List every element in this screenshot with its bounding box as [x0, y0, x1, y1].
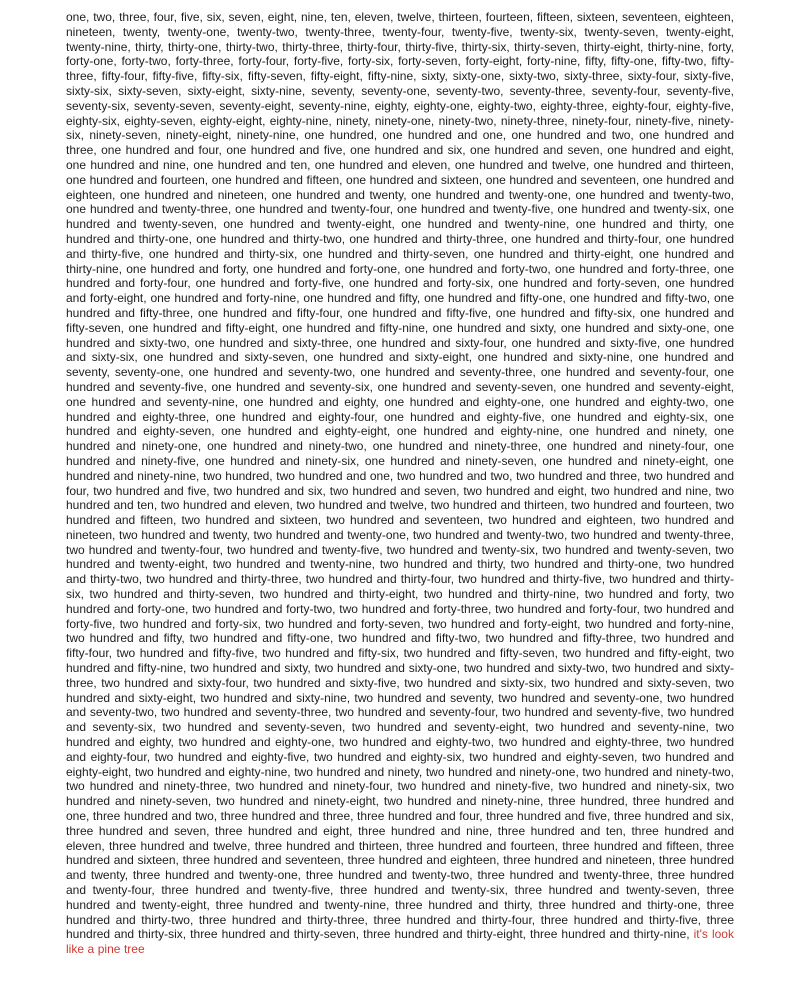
- number-words-text: one, two, three, four, five, six, seven, eight, nine, ten, eleven, twelve, thirteen, fourteen, fifteen, sixteen, seventeen, eighteen, nineteen, twenty, twenty-one, twenty-two, twenty-three, twenty-four, twenty-five, twenty-six, twenty-seven, twenty-eight, twenty-nine, thirty, thirty-one, thirty-two, thirty-three, thirty-four, thirty-five, thirty-six, thirty-seven, thirty-eight, thirty-nine, forty, forty-one, forty-two, forty-three, forty-four, forty-five, forty-six, forty-seven, forty-eight, forty-nine, fifty, fifty-one, fifty-two, fifty-three, fifty-four, fifty-five, fifty-six, fifty-seven, fifty-eight, fifty-nine, sixty, sixty-one, sixty-two, sixty-three, sixty-four, sixty-five, sixty-six, sixty-seven, sixty-eight, sixty-nine, seventy, seventy-one, seventy-two, seventy-three, seventy-four, seventy-five, seventy-six, seventy-seven, seventy-eight, seventy-nine, eighty, eighty-one, eighty-two, eighty-three, eighty-four, eighty-five, eighty-six, eighty-seven, eighty-eight, eighty-nine, ninety, ninety-one, ninety-two, ninety-three, ninety-four, ninety-five, ninety-six, ninety-seven, ninety-eight, ninety-nine, one hundred, one hundred and one, one hundred and two, one hundred and three, one hundred and four, one hundred and five, one hundred and six, one hundred and seven, one hundred and eight, one hundred and nine, one hundred and ten, one hundred and eleven, one hundred and twelve, one hundred and thirteen, one hundred and fourteen, one hundred and fifteen, one hundred and sixteen, one hundred and seventeen, one hundred and eighteen, one hundred and nineteen, one hundred and twenty, one hundred and twenty-one, one hundred and twenty-two, one hundred and twenty-three, one hundred and twenty-four, one hundred and twenty-five, one hundred and twenty-six, one hundred and twenty-seven, one hundred and twenty-eight, one hundred and twenty-nine, one hundred and thirty, one hundred and thirty-one, one hundred and thirty-two, one hundred and thirty-three, one hundred and thirty-four, one hundred and thirty-five, one hundred and thirty-six, one hundred and thirty-seven, one hundred and thirty-eight, one hundred and thirty-nine, one hundred and forty, one hundred and forty-one, one hundred and forty-two, one hundred and forty-three, one hundred and forty-four, one hundred and forty-five, one hundred and forty-six, one hundred and forty-seven, one hundred and forty-eight, one hundred and forty-nine, one hundred and fifty, one hundred and fifty-one, one hundred and fifty-two, one hundred and fifty-three, one hundred and fifty-four, one hundred and fifty-five, one hundred and fifty-six, one hundred and fifty-seven, one hundred and fifty-eight, one hundred and fifty-nine, one hundred and sixty, one hundred and sixty-one, one hundred and sixty-two, one hundred and sixty-three, one hundred and sixty-four, one hundred and sixty-five, one hundred and sixty-six, one hundred and sixty-seven, one hundred and sixty-eight, one hundred and sixty-nine, one hundred and seventy, seventy-one, one hundred and seventy-two, one hundred and seventy-three, one hundred and seventy-four, one hundred and seventy-five, one hundred and seventy-six, one hundred and seventy-seven, one hundred and seventy-eight, one hundred and seventy-nine, one hundred and eighty, one hundred and eighty-one, one hundred and eighty-two, one hundred and eighty-three, one hundred and eighty-four, one hundred and eighty-five, one hundred and eighty-six, one hundred and eighty-seven, one hundred and eighty-eight, one hundred and eighty-nine, one hundred and ninety, one hundred and ninety-one, one hundred and ninety-two, one hundred and ninety-three, one hundred and ninety-four, one hundred and ninety-five, one hundred and ninety-six, one hundred and ninety-seven, one hundred and ninety-eight, one hundred and ninety-nine, two hundred, two hundred and one, two hundred and two, two hundred and three, two hundred and four, two hundred and five, two hundred and six, two hundred and seven, two hundred and eight, two hundred and nine, two hundred and ten, two hundred and eleven, two hundred and twelve, two hundred and thirteen, two hundred and fourteen, two hundred and fifteen, two hundred and sixteen, two hundred and seventeen, two hundred and eighteen, two hundred and nineteen, two hundred and twenty, two hundred and twenty-one, two hundred and twenty-two, two hundred and twenty-three, two hundred and twenty-four, two hundred and twenty-five, two hundred and twenty-six, two hundred and twenty-seven, two hundred and twenty-eight, two hundred and twenty-nine, two hundred and thirty, two hundred and thirty-one, two hundred and thirty-two, two hundred and thirty-three, two hundred and thirty-four, two hundred and thirty-five, two hundred and thirty-six, two hundred and thirty-seven, two hundred and thirty-eight, two hundred and thirty-nine, two hundred and forty, two hundred and forty-one, two hundred and forty-two, two hundred and forty-three, two hundred and forty-four, two hundred and forty-five, two hundred and forty-six, two hundred and forty-seven, two hundred and forty-eight, two hundred and forty-nine, two hundred and fifty, two hundred and fifty-one, two hundred and fifty-two, two hundred and fifty-three, two hundred and fifty-four, two hundred and fifty-five, two hundred and fifty-six, two hundred and fifty-seven, two hundred and fifty-eight, two hundred and fifty-nine, two hundred and sixty, two hundred and sixty-one, two hundred and sixty-two, two hundred and sixty-three, two hundred and sixty-four, two hundred and sixty-five, two hundred and sixty-six, two hundred and sixty-seven, two hundred and sixty-eight, two hundred and sixty-nine, two hundred and seventy, two hundred and seventy-one, two hundred and seventy-two, two hundred and seventy-three, two hundred and seventy-four, two hundred and seventy-five, two hundred and seventy-six, two hundred and seventy-seven, two hundred and seventy-eight, two hundred and seventy-nine, two hundred and eighty, two hundred and eighty-one, two hundred and eighty-two, two hundred and eighty-three, two hundred and eighty-four, two hundred and eighty-five, two hundred and eighty-six, two hundred and eighty-seven, two hundred and eighty-eight, two hundred and eighty-nine, two hundred and ninety, two hundred and ninety-one, two hundred and ninety-two, two hundred and ninety-three, two hundred and ninety-four, two hundred and ninety-five, two hundred and ninety-six, two hundred and ninety-seven, two hundred and ninety-eight, two hundred and ninety-nine, three hundred, three hundred and one, three hundred and two, three hundred and three, three hundred and four, three hundred and five, three hundred and six, three hundred and seven, three hundred and eight, three hundred and nine, three hundred and ten, three hundred and eleven, three hundred and twelve, three hundred and thirteen, three hundred and fourteen, three hundred and fifteen, three hundred and sixteen, three hundred and seventeen, three hundred and eighteen, three hundred and nineteen, three hundred and twenty, three hundred and twenty-one, three hundred and twenty-two, three hundred and twenty-three, three hundred and twenty-four, three hundred and twenty-five, three hundred and twenty-six, three hundred and twenty-seven, three hundred and twenty-eight, three hundred and twenty-nine, three hundred and thirty, three hundred and thirty-one, three hundred and thirty-two, three hundred and thirty-three, three hundred and thirty-four, three hundred and thirty-five, three hundred and thirty-six, three hundred and thirty-seven, three hundred and thirty-eight, three hundred and thirty-nine,: [66, 10, 734, 942]
- number-words-paragraph: [66, 10, 734, 957]
- pine-tree-remark: it's look like a pine tree: [66, 927, 734, 957]
